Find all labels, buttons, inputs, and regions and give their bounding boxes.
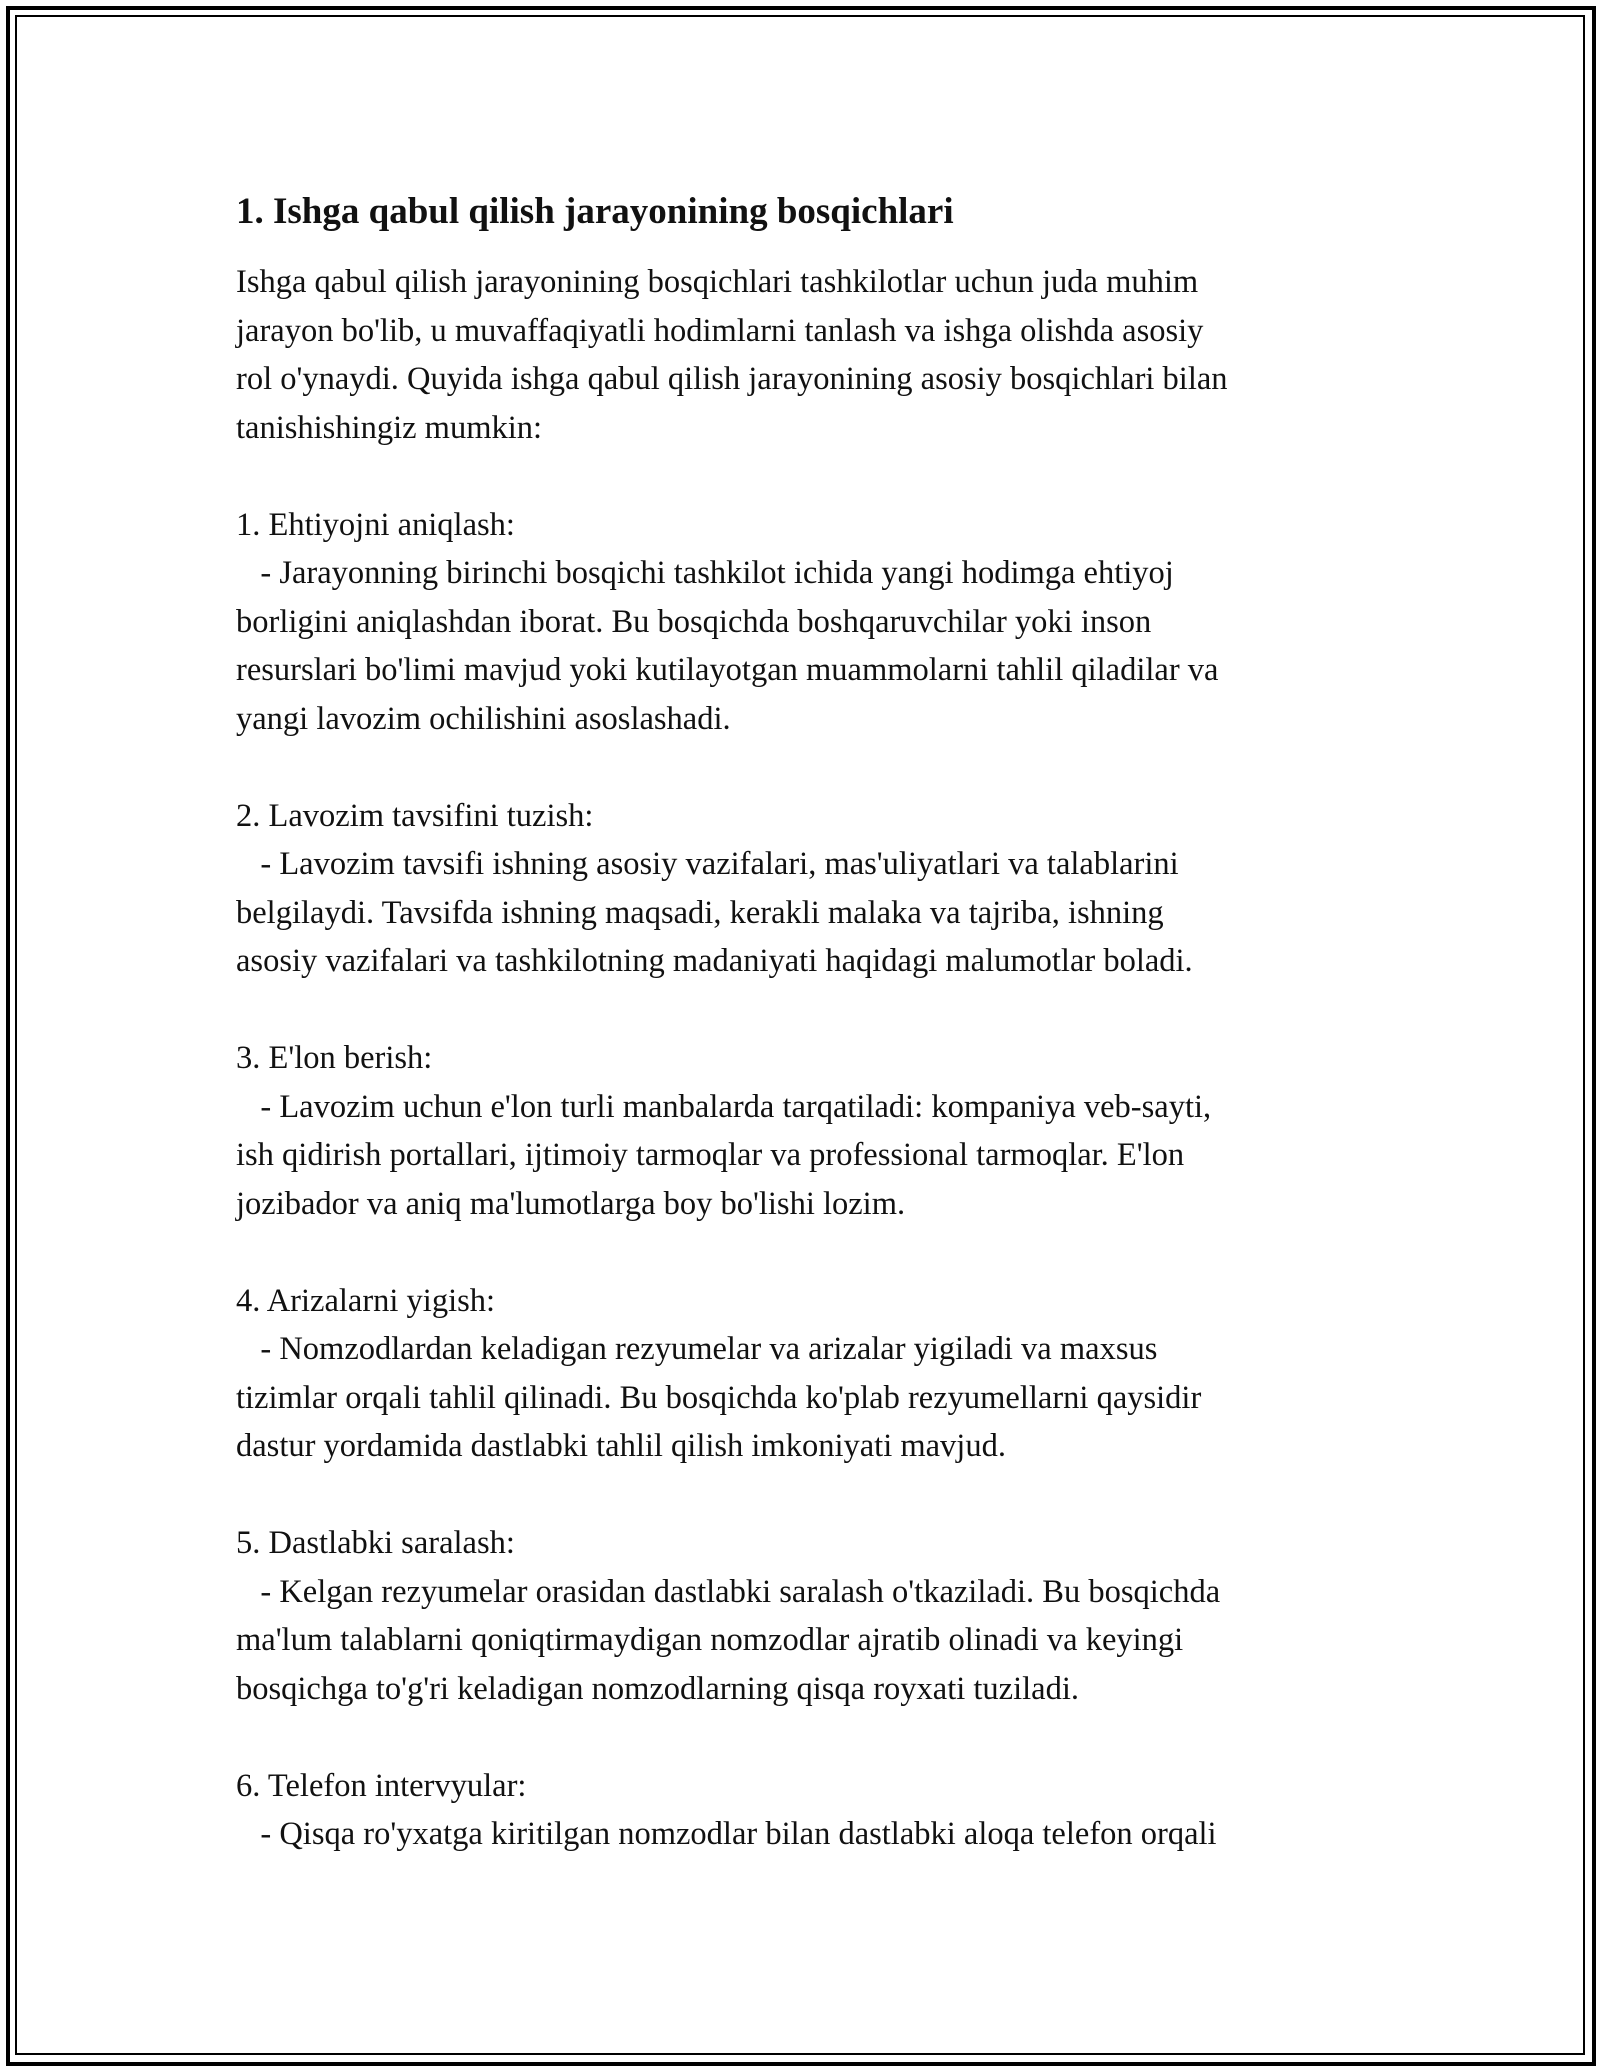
paragraph-gap: [236, 986, 1386, 1035]
step-heading: 1. Ehtiyojni aniqlash:: [236, 506, 515, 543]
step-body: - Lavozim tavsifi ishning asosiy vazifalari, mas'uliyatlari va talablarini belgilaydi. Tavsifda ishning maqsadi, kerakli malaka va tajriba, ishning asosiy vazifalari va tashkilotning madaniyati haqidagi malumotlar boladi.: [236, 846, 1193, 979]
step-2: [236, 792, 1386, 986]
step-heading: 2. Lavozim tavsifini tuzish:: [236, 797, 594, 834]
step-body: - Qisqa ro'yxatga kiritilgan nomzodlar bilan dastlabki aloqa telefon orqali: [236, 1816, 1217, 1852]
step-4: [236, 1277, 1386, 1471]
step-3: [236, 1034, 1386, 1228]
step-heading: 5. Dastlabki saralash:: [236, 1525, 515, 1561]
step-body: - Nomzodlardan keladigan rezyumelar va arizalar yigiladi va maxsus tizimlar orqali tahlil qilinadi. Bu bosqichda ko'plab rezyumellarni qaysidir dastur yordamida dastlabki tahlil qilish imkoniyati mavjud.: [236, 1331, 1202, 1464]
step-body: - Lavozim uchun e'lon turli manbalarda tarqatiladi: kompaniya veb-sayti, ish qidirish portallari, ijtimoiy tarmoqlar va professional tarmoqlar. E'lon jozibador va aniq ma'lumotlarga boy bo'lishi lozim.: [236, 1088, 1212, 1222]
step-body: - Jarayonning birinchi bosqichi tashkilot ichida yangi hodimga ehtiyoj borligini aniqlashdan iborat. Bu bosqichda boshqaruvchilar yoki inson resurslari bo'limi mavjud yoki kutilayotgan muammolarni tahlil qiladilar va yangi lavozim ochilishini asoslashadi.: [236, 555, 1219, 737]
intro-paragraph: Ishga qabul qilish jarayonining bosqichlari tashkilotlar uchun juda muhim jarayon bo'lib, u muvaffaqiyatli hodimlarni tanlash va ishga olishda asosiy rol o'ynaydi. Quyida ishga qabul qilish jarayonining asosiy bosqichlari bilan tanishishingiz mumkin:: [236, 264, 1228, 446]
step-body: - Kelgan rezyumelar orasidan dastlabki saralash o'tkaziladi. Bu bosqichda ma'lum talablarni qoniqtirmaydigan nomzodlar ajratib olinadi va keyingi bosqichga to'g'ri keladigan nomzodlarning qisqa royxati tuziladi.: [236, 1573, 1221, 1707]
step-6: [236, 1762, 1386, 1859]
document-page: [236, 188, 1386, 1859]
document-title: 1. Ishga qabul qilish jarayonining bosqichlari: [236, 191, 954, 232]
paragraph-gap: [236, 743, 1386, 792]
step-1: [236, 501, 1386, 744]
step-heading: 3. E'lon berish:: [236, 1040, 433, 1076]
paragraph-gap: [236, 452, 1386, 501]
step-5: [236, 1519, 1386, 1713]
paragraph-gap: [236, 1713, 1386, 1762]
step-heading: 6. Telefon intervyular:: [236, 1767, 527, 1804]
paragraph-gap: [236, 1228, 1386, 1277]
paragraph-gap: [236, 1471, 1386, 1520]
step-heading: 4. Arizalarni yigish:: [236, 1282, 496, 1319]
